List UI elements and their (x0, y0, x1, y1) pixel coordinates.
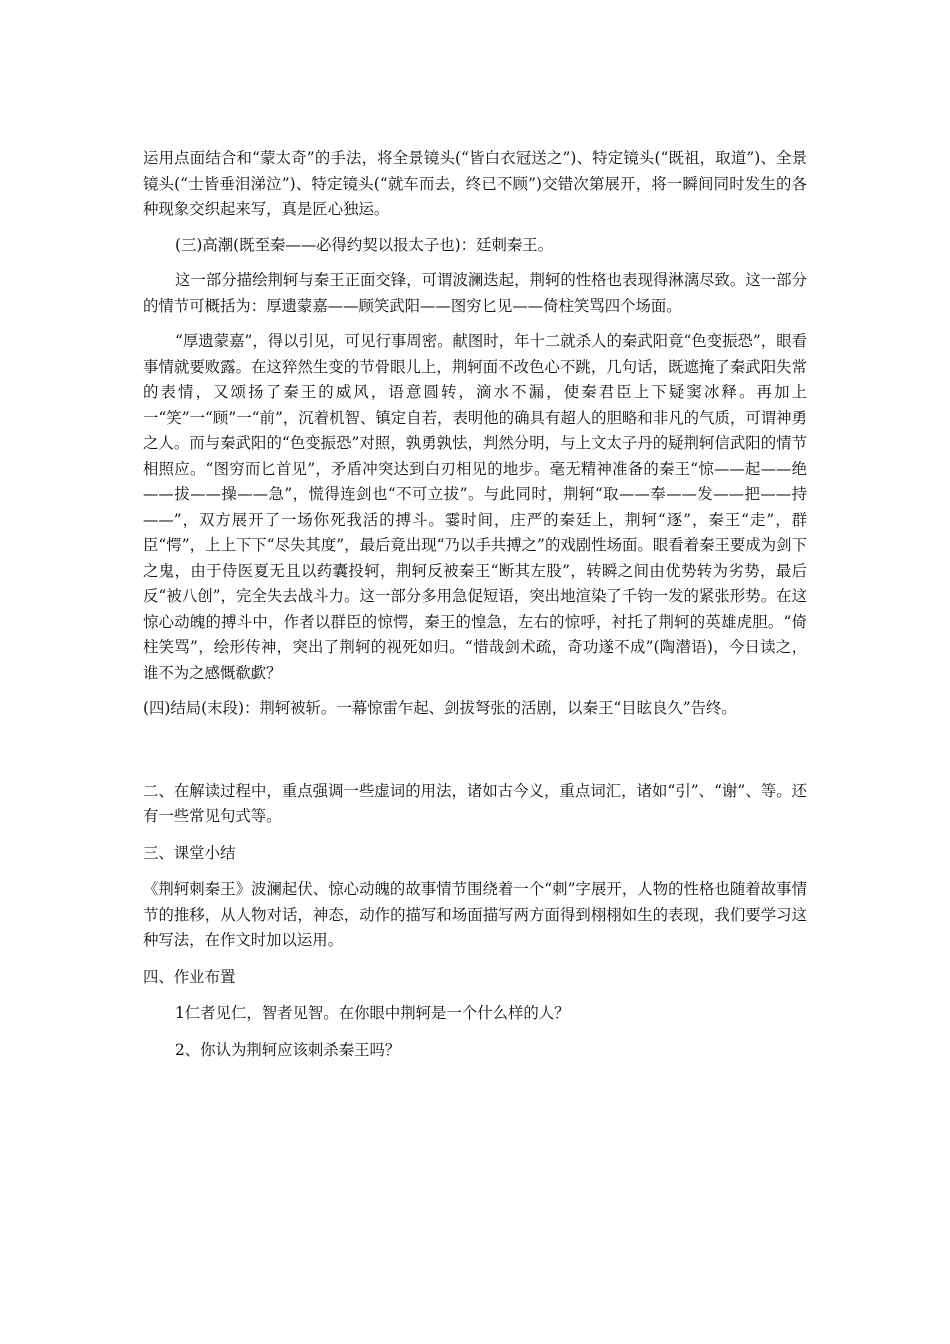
paragraph-class-summary: 《荆轲刺秦王》波澜起伏、惊心动魄的故事情节围绕着一个“刺”字展开，人物的性格也随着故事情节的推移，从人物对话，神态，动作的描写和场面描写两方面得到栩栩如生的表现，我们要学习这种写法，在作文时加以运用。 (143, 880, 807, 949)
document-body (143, 146, 807, 1063)
homework-item-2: 2、你认为荆轲应该刺杀秦王吗？ (175, 1040, 401, 1059)
section-climax-heading: (三)高潮(既至秦——必得约契以报太子也)：廷刺秦王。 (175, 235, 554, 254)
homework-item-1: 1仁者见仁，智者见智。在你眼中荆轲是一个什么样的人？ (175, 1004, 570, 1022)
paragraph-climax-summary: 这一部分描绘荆轲与秦王正面交锋，可谓波澜迭起，荆轲的性格也表现得淋漓尽致。这一部分的情节可概括为：厚遗蒙嘉——顾笑武阳——图穷匕见——倚柱笑骂四个场面。 (143, 271, 807, 315)
section-ending: (四)结局(末段)：荆轲被斩。一幕惊雷乍起、剑拔弩张的活剧，以秦王“目眩良久”告终。 (143, 699, 737, 717)
paragraph-reading-focus: 二、在解读过程中，重点强调一些虚词的用法，诸如古今义，重点词汇，诸如“引”、“谢”、等。还有一些常见句式等。 (143, 781, 807, 825)
section-homework-heading: 四、作业布置 (143, 967, 236, 986)
paragraph-montage: 运用点面结合和“蒙太奇”的手法，将全景镜头(“皆白衣冠送之”)、特定镜头(“既祖，取道”)、全景镜头(“士皆垂泪涕泣”)、特定镜头(“就车而去，终已不顾”)交错次第展开，将一瞬间同时发生的各种现象交织起来写，真是匠心独运。 (143, 149, 807, 218)
section-summary-heading: 三、课堂小结 (143, 843, 236, 862)
paragraph-climax-analysis: “厚遗蒙嘉”，得以引见，可见行事周密。献图时，年十二就杀人的秦武阳竟“色变振恐”，眼看事情就要败露。在这猝然生变的节骨眼儿上，荆轲面不改色心不跳，几句话，既遮掩了秦武阳失常的表情，又颂扬了秦王的威风，语意圆转，滴水不漏，使秦君臣上下疑窦冰释。再加上一“笑”一“顾”一“前”，沉着机智、镇定自若，表明他的确具有超人的胆略和非凡的气质，可谓神勇之人。而与秦武阳的“色变振恐”对照，孰勇孰怯，判然分明，与上文太子丹的疑荆轲信武阳的情节相照应。“图穷而匕首见”，矛盾冲突达到白刃相见的地步。毫无精神准备的秦王“惊——起——绝——拔——操——急”，慌得连剑也“不可立拔”。与此同时，荆轲“取——奉——发——把——持——”，双方展开了一场你死我活的搏斗。霎时间，庄严的秦廷上，荆轲“逐”，秦王“走”，群臣“愕”，上上下下“尽失其度”，最后竟出现“乃以手共搏之”的戏剧性场面。眼看着秦王要成为剑下之鬼，由于侍医夏无且以药囊投轲，荆轲反被秦王“断其左股”，转瞬之间由优势转为劣势，最后反“被八创”，完全失去战斗力。这一部分多用急促短语，突出地渲染了千钧一发的紧张形势。在这惊心动魄的搏斗中，作者以群臣的惊愕，秦王的惶急，左右的惊呼，衬托了荆轲的英雄虎胆。“倚柱笑骂”，绘形传神，突出了荆轲的视死如归。“惜哉剑术疏，奇功遂不成”(陶潜语)，今日读之，谁不为之感慨欷歔？ (143, 332, 807, 682)
